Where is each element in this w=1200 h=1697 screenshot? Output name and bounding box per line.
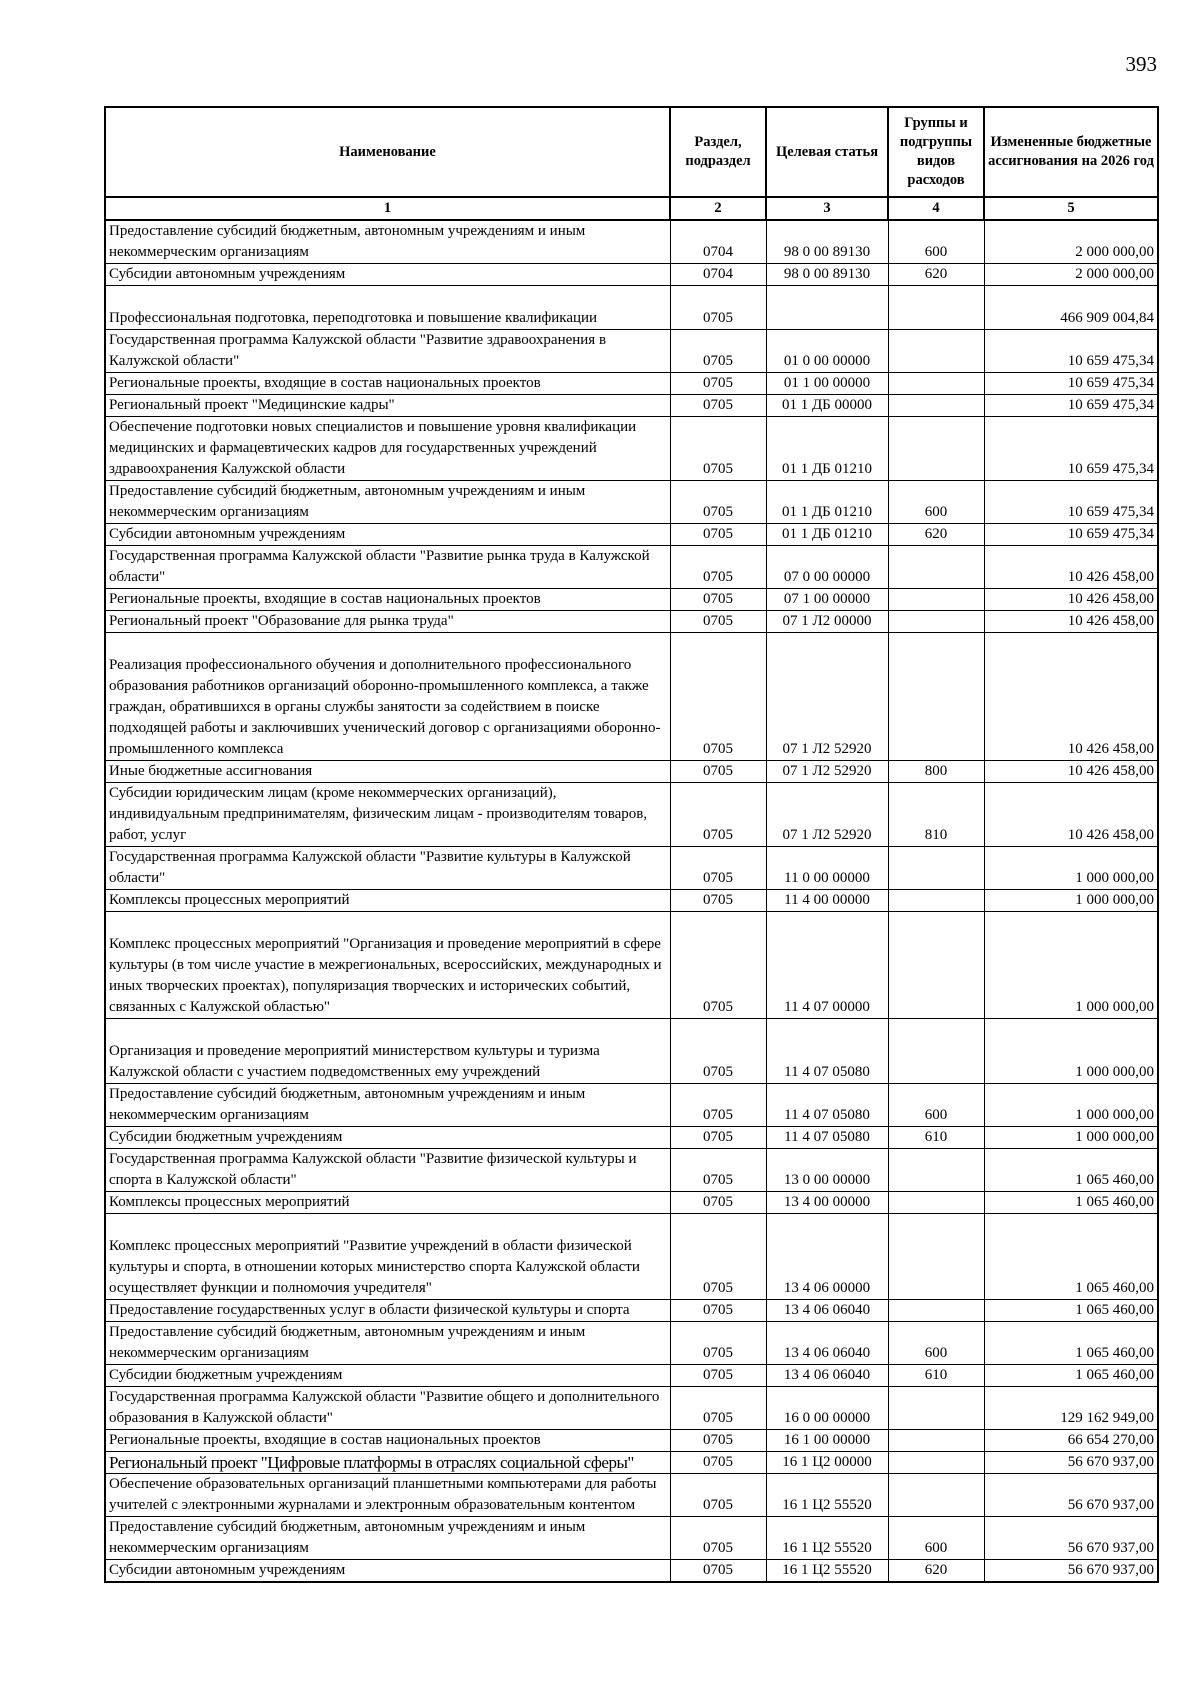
cell-name: Региональный проект "Медицинские кадры" [105, 395, 670, 417]
cell-amount: 1 065 460,00 [984, 1322, 1158, 1365]
cell-section: 0705 [670, 286, 766, 330]
table-row [105, 783, 1158, 847]
cell-target: 16 0 00 00000 [766, 1387, 888, 1430]
cell-group [888, 633, 984, 761]
cell-group: 600 [888, 220, 984, 264]
cell-group [888, 286, 984, 330]
cell-name: Предоставление субсидий бюджетным, автономным учреждениям и иным некоммерческим организациям [105, 1322, 670, 1365]
table-row [105, 373, 1158, 395]
cell-group [888, 1149, 984, 1192]
table-row [105, 1214, 1158, 1300]
cell-target: 13 4 00 00000 [766, 1192, 888, 1214]
table-row [105, 1300, 1158, 1322]
table-row [105, 286, 1158, 330]
cell-name: Региональный проект "Образование для рынка труда" [105, 611, 670, 633]
cell-target [766, 286, 888, 330]
table-row [105, 912, 1158, 1019]
cell-amount: 56 670 937,00 [984, 1452, 1158, 1474]
cell-target: 16 1 00 00000 [766, 1430, 888, 1452]
cell-amount: 66 654 270,00 [984, 1430, 1158, 1452]
table-row [105, 589, 1158, 611]
cell-section: 0705 [670, 1214, 766, 1300]
cell-group [888, 589, 984, 611]
table-row [105, 1192, 1158, 1214]
cell-amount: 10 659 475,34 [984, 417, 1158, 481]
cell-amount: 1 065 460,00 [984, 1214, 1158, 1300]
cell-name: Субсидии автономным учреждениям [105, 264, 670, 286]
cell-name: Иные бюджетные ассигнования [105, 761, 670, 783]
cell-name: Комплексы процессных мероприятий [105, 1192, 670, 1214]
cell-name: Государственная программа Калужской области "Развитие рынка труда в Калужской области" [105, 546, 670, 589]
table-row [105, 1387, 1158, 1430]
cell-amount: 10 426 458,00 [984, 761, 1158, 783]
cell-name: Государственная программа Калужской области "Развитие физической культуры и спорта в Калужской области" [105, 1149, 670, 1192]
cell-group [888, 330, 984, 373]
cell-section: 0705 [670, 1365, 766, 1387]
cell-name: Комплекс процессных мероприятий "Организация и проведение мероприятий в сфере культуры (в том числе участие в межрегиональных, всероссийских, международных и иных творческих проектах), популяризация творческих и исторических событий, связанных с Калужской областью" [105, 912, 670, 1019]
cell-target: 01 1 ДБ 01210 [766, 417, 888, 481]
cell-section: 0705 [670, 524, 766, 546]
cell-section: 0705 [670, 1430, 766, 1452]
table-row [105, 1149, 1158, 1192]
cell-section: 0705 [670, 589, 766, 611]
cell-section: 0705 [670, 395, 766, 417]
cell-group: 600 [888, 1517, 984, 1560]
cell-group: 600 [888, 1322, 984, 1365]
cell-name: Субсидии автономным учреждениям [105, 1560, 670, 1583]
cell-target: 07 1 Л2 52920 [766, 783, 888, 847]
cell-group: 620 [888, 524, 984, 546]
table-row [105, 890, 1158, 912]
cell-section: 0704 [670, 220, 766, 264]
cell-section: 0705 [670, 417, 766, 481]
cell-name: Профессиональная подготовка, переподготовка и повышение квалификации [105, 286, 670, 330]
table-row [105, 546, 1158, 589]
cell-section: 0705 [670, 1192, 766, 1214]
cell-name: Региональные проекты, входящие в состав национальных проектов [105, 589, 670, 611]
cell-target: 13 4 06 06040 [766, 1322, 888, 1365]
table-row [105, 481, 1158, 524]
cell-group [888, 546, 984, 589]
cell-target: 11 0 00 00000 [766, 847, 888, 890]
table-row [105, 264, 1158, 286]
cell-group [888, 1019, 984, 1084]
cell-name: Предоставление субсидий бюджетным, автономным учреждениям и иным некоммерческим организациям [105, 1084, 670, 1127]
cell-group [888, 395, 984, 417]
table-header-row [105, 107, 1158, 197]
cell-target: 07 1 00 00000 [766, 589, 888, 611]
cell-name: Субсидии юридическим лицам (кроме некоммерческих организаций), индивидуальным предпринимателям, физическим лицам - производителям товаров, работ, услуг [105, 783, 670, 847]
cell-amount: 1 000 000,00 [984, 1084, 1158, 1127]
cell-group: 620 [888, 264, 984, 286]
cell-amount: 2 000 000,00 [984, 264, 1158, 286]
cell-name: Государственная программа Калужской области "Развитие общего и дополнительного образования в Калужской области" [105, 1387, 670, 1430]
cell-group [888, 417, 984, 481]
cell-amount: 10 659 475,34 [984, 395, 1158, 417]
cell-amount: 10 426 458,00 [984, 633, 1158, 761]
cell-section: 0705 [670, 847, 766, 890]
cell-name: Обеспечение образовательных организаций планшетными компьютерами для работы учителей с электронными журналами и электронным образовательным контентом [105, 1474, 670, 1517]
cell-target: 13 4 06 00000 [766, 1214, 888, 1300]
budget-table [104, 106, 1159, 1583]
cell-amount: 1 000 000,00 [984, 1127, 1158, 1149]
cell-target: 11 4 07 05080 [766, 1127, 888, 1149]
cell-target: 13 4 06 06040 [766, 1300, 888, 1322]
cell-group [888, 1192, 984, 1214]
cell-group [888, 847, 984, 890]
cell-amount: 1 065 460,00 [984, 1300, 1158, 1322]
cell-amount: 1 065 460,00 [984, 1192, 1158, 1214]
column-number-1: 1 [105, 197, 670, 220]
cell-target: 16 1 Ц2 55520 [766, 1474, 888, 1517]
cell-amount: 1 000 000,00 [984, 912, 1158, 1019]
table-row [105, 1560, 1158, 1583]
cell-name: Субсидии бюджетным учреждениям [105, 1127, 670, 1149]
cell-section: 0705 [670, 1127, 766, 1149]
cell-group: 610 [888, 1127, 984, 1149]
cell-amount: 10 659 475,34 [984, 330, 1158, 373]
cell-name: Предоставление субсидий бюджетным, автономным учреждениям и иным некоммерческим организациям [105, 1517, 670, 1560]
cell-amount: 1 000 000,00 [984, 1019, 1158, 1084]
cell-group: 610 [888, 1365, 984, 1387]
cell-section: 0705 [670, 1322, 766, 1365]
table-row [105, 524, 1158, 546]
table-row [105, 611, 1158, 633]
cell-target: 01 1 00 00000 [766, 373, 888, 395]
cell-section: 0705 [670, 633, 766, 761]
cell-amount: 10 659 475,34 [984, 524, 1158, 546]
cell-name: Предоставление государственных услуг в области физической культуры и спорта [105, 1300, 670, 1322]
cell-target: 11 4 07 00000 [766, 912, 888, 1019]
cell-target: 07 1 Л2 52920 [766, 761, 888, 783]
cell-group [888, 1300, 984, 1322]
cell-section: 0705 [670, 1387, 766, 1430]
cell-name: Предоставление субсидий бюджетным, автономным учреждениям и иным некоммерческим организациям [105, 481, 670, 524]
table-row [105, 1474, 1158, 1517]
cell-target: 01 1 ДБ 01210 [766, 481, 888, 524]
table-row [105, 330, 1158, 373]
table-row [105, 1365, 1158, 1387]
table-row [105, 220, 1158, 264]
cell-name: Обеспечение подготовки новых специалистов и повышение уровня квалификации медицинских и фармацевтических кадров для государственных учреждений здравоохранения Калужской области [105, 417, 670, 481]
cell-group [888, 1452, 984, 1474]
cell-section: 0705 [670, 1474, 766, 1517]
table-row [105, 761, 1158, 783]
cell-amount: 10 426 458,00 [984, 611, 1158, 633]
cell-name: Комплексы процессных мероприятий [105, 890, 670, 912]
cell-target: 07 1 Л2 52920 [766, 633, 888, 761]
cell-amount: 10 659 475,34 [984, 373, 1158, 395]
cell-name: Субсидии бюджетным учреждениям [105, 1365, 670, 1387]
table-body [105, 220, 1158, 1582]
cell-name: Государственная программа Калужской области "Развитие здравоохранения в Калужской области" [105, 330, 670, 373]
cell-section: 0705 [670, 1517, 766, 1560]
header-amount: Измененные бюджетные ассигнования на 2026 год [984, 107, 1158, 197]
cell-target: 11 4 07 05080 [766, 1019, 888, 1084]
cell-section: 0705 [670, 1560, 766, 1583]
cell-target: 11 4 00 00000 [766, 890, 888, 912]
cell-target: 11 4 07 05080 [766, 1084, 888, 1127]
cell-group: 600 [888, 481, 984, 524]
table-row [105, 1084, 1158, 1127]
cell-name: Государственная программа Калужской области "Развитие культуры в Калужской области" [105, 847, 670, 890]
cell-group [888, 1430, 984, 1452]
cell-name: Предоставление субсидий бюджетным, автономным учреждениям и иным некоммерческим организациям [105, 220, 670, 264]
cell-target: 16 1 Ц2 55520 [766, 1517, 888, 1560]
cell-target: 01 1 ДБ 00000 [766, 395, 888, 417]
table-row [105, 395, 1158, 417]
table-row [105, 1127, 1158, 1149]
cell-target: 16 1 Ц2 55520 [766, 1560, 888, 1583]
cell-target: 07 1 Л2 00000 [766, 611, 888, 633]
cell-section: 0705 [670, 481, 766, 524]
cell-section: 0705 [670, 1149, 766, 1192]
cell-section: 0705 [670, 890, 766, 912]
cell-amount: 2 000 000,00 [984, 220, 1158, 264]
cell-amount: 1 065 460,00 [984, 1149, 1158, 1192]
cell-target: 16 1 Ц2 00000 [766, 1452, 888, 1474]
cell-target: 01 0 00 00000 [766, 330, 888, 373]
cell-section: 0705 [670, 611, 766, 633]
table-row [105, 633, 1158, 761]
column-number-5: 5 [984, 197, 1158, 220]
cell-section: 0705 [670, 1084, 766, 1127]
column-number-3: 3 [766, 197, 888, 220]
cell-name: Региональные проекты, входящие в состав национальных проектов [105, 373, 670, 395]
cell-name: Комплекс процессных мероприятий "Развитие учреждений в области физической культуры и спорта, в отношении которых министерство спорта Калужской области осуществляет функции и полномочия учредителя" [105, 1214, 670, 1300]
cell-section: 0705 [670, 1300, 766, 1322]
cell-section: 0705 [670, 1019, 766, 1084]
cell-name: Реализация профессионального обучения и дополнительного профессионального образования работников организаций оборонно-промышленного комплекса, а также граждан, обратившихся в органы службы занятости за содействием в поиске подходящей работы и заключивших ученический договор с организациями оборонно-промышленного комплекса [105, 633, 670, 761]
cell-amount: 10 426 458,00 [984, 783, 1158, 847]
cell-group [888, 890, 984, 912]
header-name: Наименование [105, 107, 670, 197]
cell-group [888, 912, 984, 1019]
column-number-4: 4 [888, 197, 984, 220]
cell-amount: 129 162 949,00 [984, 1387, 1158, 1430]
cell-section: 0705 [670, 546, 766, 589]
cell-group [888, 1214, 984, 1300]
cell-amount: 56 670 937,00 [984, 1517, 1158, 1560]
cell-target: 13 0 00 00000 [766, 1149, 888, 1192]
cell-group [888, 1387, 984, 1430]
table-row [105, 1019, 1158, 1084]
cell-amount: 56 670 937,00 [984, 1560, 1158, 1583]
cell-group [888, 1474, 984, 1517]
cell-section: 0705 [670, 783, 766, 847]
cell-amount: 56 670 937,00 [984, 1474, 1158, 1517]
cell-group: 600 [888, 1084, 984, 1127]
cell-target: 13 4 06 06040 [766, 1365, 888, 1387]
cell-amount: 1 065 460,00 [984, 1365, 1158, 1387]
header-group: Группы и подгруппы видов расходов [888, 107, 984, 197]
cell-name: Региональный проект "Цифровые платформы в отраслях социальной сферы" [105, 1452, 670, 1474]
table-row [105, 1322, 1158, 1365]
cell-target: 01 1 ДБ 01210 [766, 524, 888, 546]
table-row [105, 1452, 1158, 1474]
cell-section: 0705 [670, 912, 766, 1019]
cell-amount: 10 426 458,00 [984, 589, 1158, 611]
cell-amount: 10 659 475,34 [984, 481, 1158, 524]
cell-name: Региональные проекты, входящие в состав национальных проектов [105, 1430, 670, 1452]
cell-amount: 1 000 000,00 [984, 890, 1158, 912]
cell-group: 810 [888, 783, 984, 847]
cell-section: 0705 [670, 761, 766, 783]
table-row [105, 1430, 1158, 1452]
table-row [105, 1517, 1158, 1560]
cell-section: 0705 [670, 373, 766, 395]
cell-group [888, 611, 984, 633]
cell-group: 620 [888, 1560, 984, 1583]
header-section: Раздел, подраздел [670, 107, 766, 197]
cell-name: Субсидии автономным учреждениям [105, 524, 670, 546]
cell-amount: 10 426 458,00 [984, 546, 1158, 589]
cell-target: 98 0 00 89130 [766, 220, 888, 264]
table-row [105, 417, 1158, 481]
cell-section: 0704 [670, 264, 766, 286]
page-number: 393 [1125, 52, 1157, 76]
cell-group [888, 373, 984, 395]
table-row [105, 847, 1158, 890]
cell-group: 800 [888, 761, 984, 783]
cell-section: 0705 [670, 330, 766, 373]
cell-section: 0705 [670, 1452, 766, 1474]
cell-target: 98 0 00 89130 [766, 264, 888, 286]
column-number-2: 2 [670, 197, 766, 220]
cell-name: Организация и проведение мероприятий министерством культуры и туризма Калужской области с участием подведомственных ему учреждений [105, 1019, 670, 1084]
cell-target: 07 0 00 00000 [766, 546, 888, 589]
cell-amount: 1 000 000,00 [984, 847, 1158, 890]
cell-amount: 466 909 004,84 [984, 286, 1158, 330]
table-column-numbers-row [105, 197, 1158, 220]
header-target: Целевая статья [766, 107, 888, 197]
